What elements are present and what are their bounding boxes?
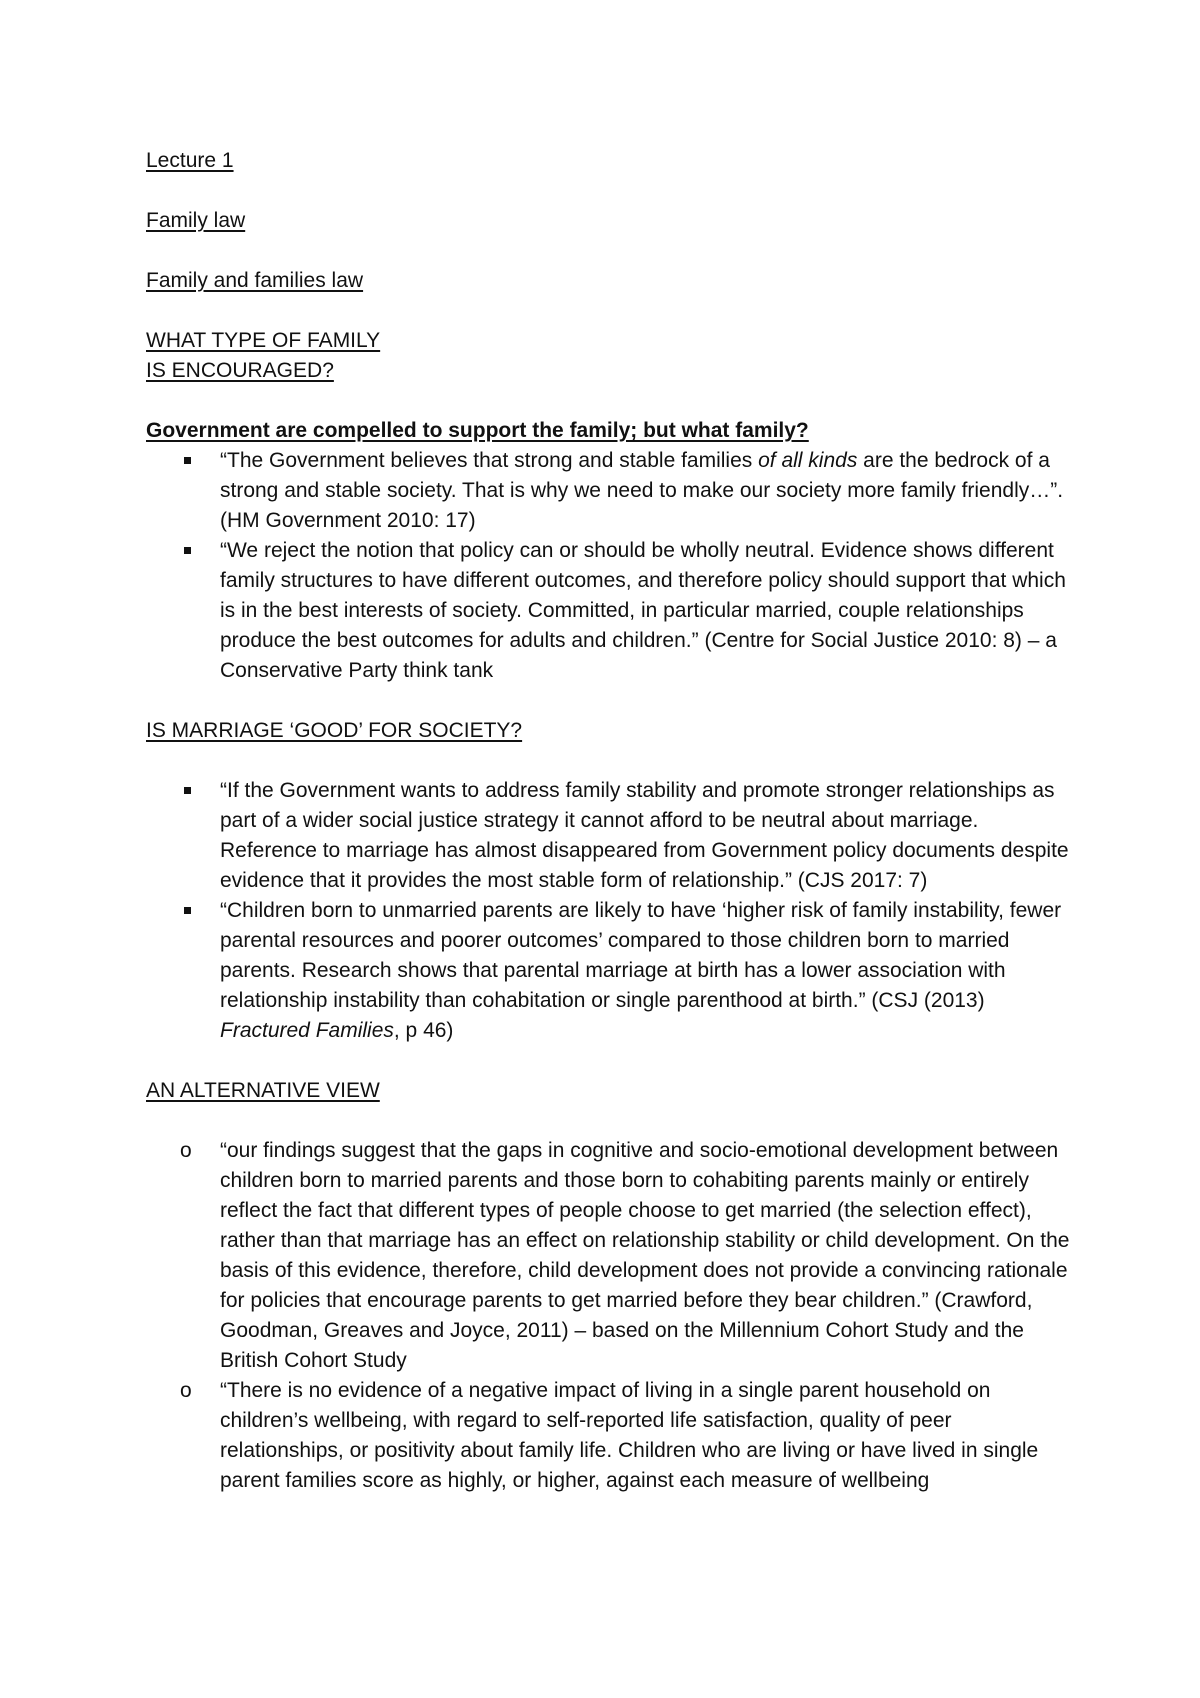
circle-bullet-icon: o	[180, 1139, 192, 1162]
quote-text: “our findings suggest that the gaps in cognitive and socio-emotional development between children born to married parents and those born to cohabiting parents mainly or entirely reflect the fact that different types of people choose to get married (the selection effect), rather than that marriage has an effect on relationship stability or child development. On the basis of this evidence, therefore, child development does not provide a convincing rationale for policies that encourage parents to get married before they bear children.” (Crawford, Goodman, Greaves and Joyce, 2011) – based on the Millennium Cohort Study and the British Cohort Study	[220, 1139, 1070, 1372]
subtitle-family-law: Family law	[146, 209, 246, 232]
section-heading-marriage-good: IS MARRIAGE ‘GOOD’ FOR SOCIETY?	[146, 719, 523, 742]
section-heading-alternative-view: AN ALTERNATIVE VIEW	[146, 1079, 380, 1102]
quote-text: “There is no evidence of a negative impact of living in a single parent household on children’s wellbeing, with regard to self-reported life satisfaction, quality of peer relationships, or positivity about family life. Children who are living or have lived in single parent families score as highly, or higher, against each measure of wellbeing	[220, 1379, 1039, 1492]
square-bullet-icon	[184, 907, 191, 914]
quote-text-emphasis: of all kinds	[758, 449, 858, 472]
quote-text-post: are the bedrock of a strong and stable society. That is why we need to make our society more family friendly…”. (HM Government 2010: 17)	[220, 449, 1064, 532]
list-item	[146, 1376, 1076, 1496]
circle-bullet-icon: o	[180, 1379, 192, 1402]
square-bullet-icon	[184, 457, 191, 464]
heading-what-type-line2: IS ENCOURAGED?	[146, 359, 334, 382]
quote-text-post: , p 46)	[393, 1019, 454, 1042]
government-quote-list	[146, 446, 1076, 686]
list-item	[146, 776, 1076, 896]
alternative-quote-list	[146, 1136, 1076, 1496]
list-item	[146, 1136, 1076, 1376]
quote-text-emphasis: Fractured Families	[220, 1019, 394, 1042]
lecture-title: Lecture 1	[146, 149, 234, 172]
quote-text: “We reject the notion that policy can or should be wholly neutral. Evidence shows different family structures to have different outcomes, and therefore policy should support that which is in the best interests of society. Committed, in particular married, couple relationships produce the best outcomes for adults and children.” (Centre for Social Justice 2010: 8) – a Conservative Party think tank	[220, 539, 1066, 682]
document-body	[146, 146, 1076, 1496]
quote-text: “If the Government wants to address family stability and promote stronger relationships as part of a wider social justice strategy it cannot afford to be neutral about marriage. Reference to marriage has almost disappeared from Government policy documents despite evidence that it provides the most stable form of relationship.” (CJS 2017: 7)	[220, 779, 1069, 892]
quote-text-pre: “Children born to unmarried parents are likely to have ‘higher risk of family instability, fewer parental resources and poorer outcomes’ compared to those children born to married parents. Research shows that parental marriage at birth has a lower association with relationship instability than cohabitation or single parenthood at birth.” (CSJ (2013)	[220, 899, 1062, 1012]
list-item	[146, 446, 1076, 536]
marriage-quote-list	[146, 776, 1076, 1046]
square-bullet-icon	[184, 787, 191, 794]
subtitle-family-and-families-law: Family and families law	[146, 269, 364, 292]
heading-what-type-line1: WHAT TYPE OF FAMILY	[146, 329, 381, 352]
list-item	[146, 896, 1076, 1046]
quote-text-pre: “The Government believes that strong and stable families	[220, 449, 759, 472]
list-item	[146, 536, 1076, 686]
section-heading-government: Government are compelled to support the family; but what family?	[146, 419, 809, 442]
square-bullet-icon	[184, 547, 191, 554]
